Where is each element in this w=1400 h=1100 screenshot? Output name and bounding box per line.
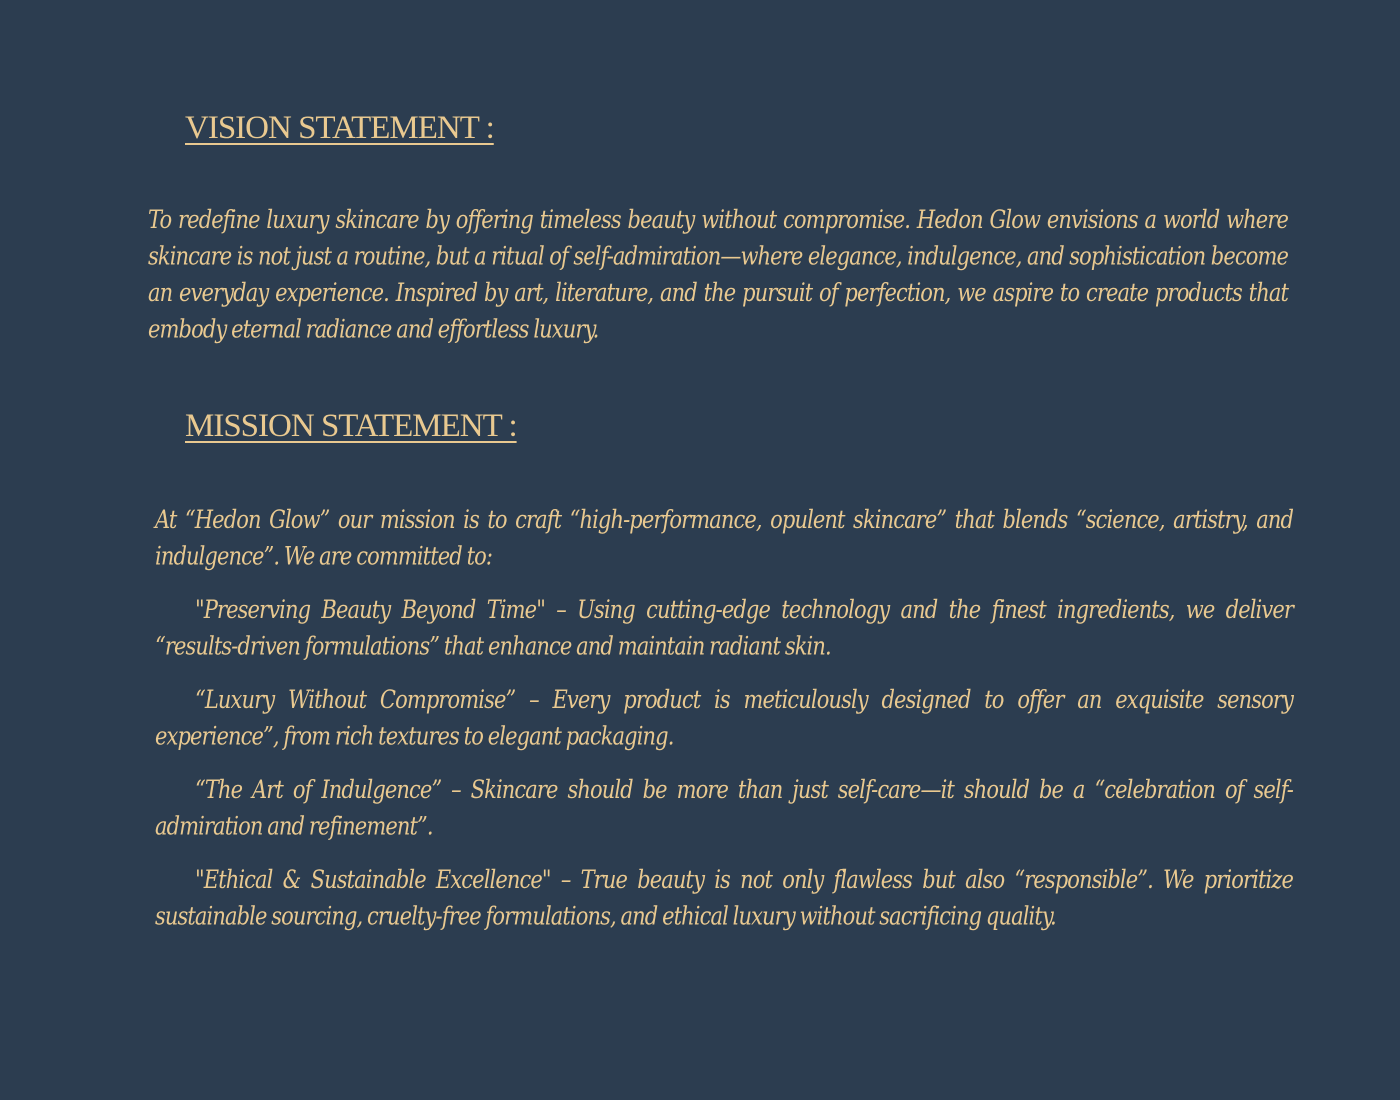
mission-point-preserving-beauty: "Preserving Beauty Beyond Time" – Using cutting-edge technology and the finest ingredients, we deliver “results-driven formulations” that enhance and maintain radiant skin. bbox=[155, 594, 1293, 661]
mission-point-art-of-indulgence: “The Art of Indulgence” – Skincare should be more than just self-care—it should be a “celebration of self-admiration and refinement”. bbox=[155, 774, 1293, 841]
mission-statement-heading: MISSION STATEMENT : bbox=[185, 408, 517, 444]
mission-point-luxury-without-compromise: “Luxury Without Compromise” – Every product is meticulously designed to offer an exquisite sensory experience”, from rich textures to elegant packaging. bbox=[155, 684, 1293, 751]
mission-statement-body bbox=[155, 501, 1293, 951]
vision-statement-text: To redefine luxury skincare by offering timeless beauty without compromise. Hedon Glow envisions a world where skincare is not just a routine, but a ritual of self-admiration—where elegance, indulgence, and sophistication become an everyday experience. Inspired by art, literature, and the pursuit of perfection, we aspire to create products that embody eternal radiance and effortless luxury. bbox=[148, 204, 1288, 344]
mission-point-ethical-sustainable: "Ethical & Sustainable Excellence" – True beauty is not only flawless but also “responsible”. We prioritize sustainable sourcing, cruelty-free formulations, and ethical luxury without sacrificing quality. bbox=[155, 864, 1293, 931]
mission-intro-text: At “Hedon Glow” our mission is to craft “high-performance, opulent skincare” that blends “science, artistry, and indulgence”. We are committed to: bbox=[155, 504, 1293, 571]
vision-statement-heading: VISION STATEMENT : bbox=[185, 110, 494, 146]
